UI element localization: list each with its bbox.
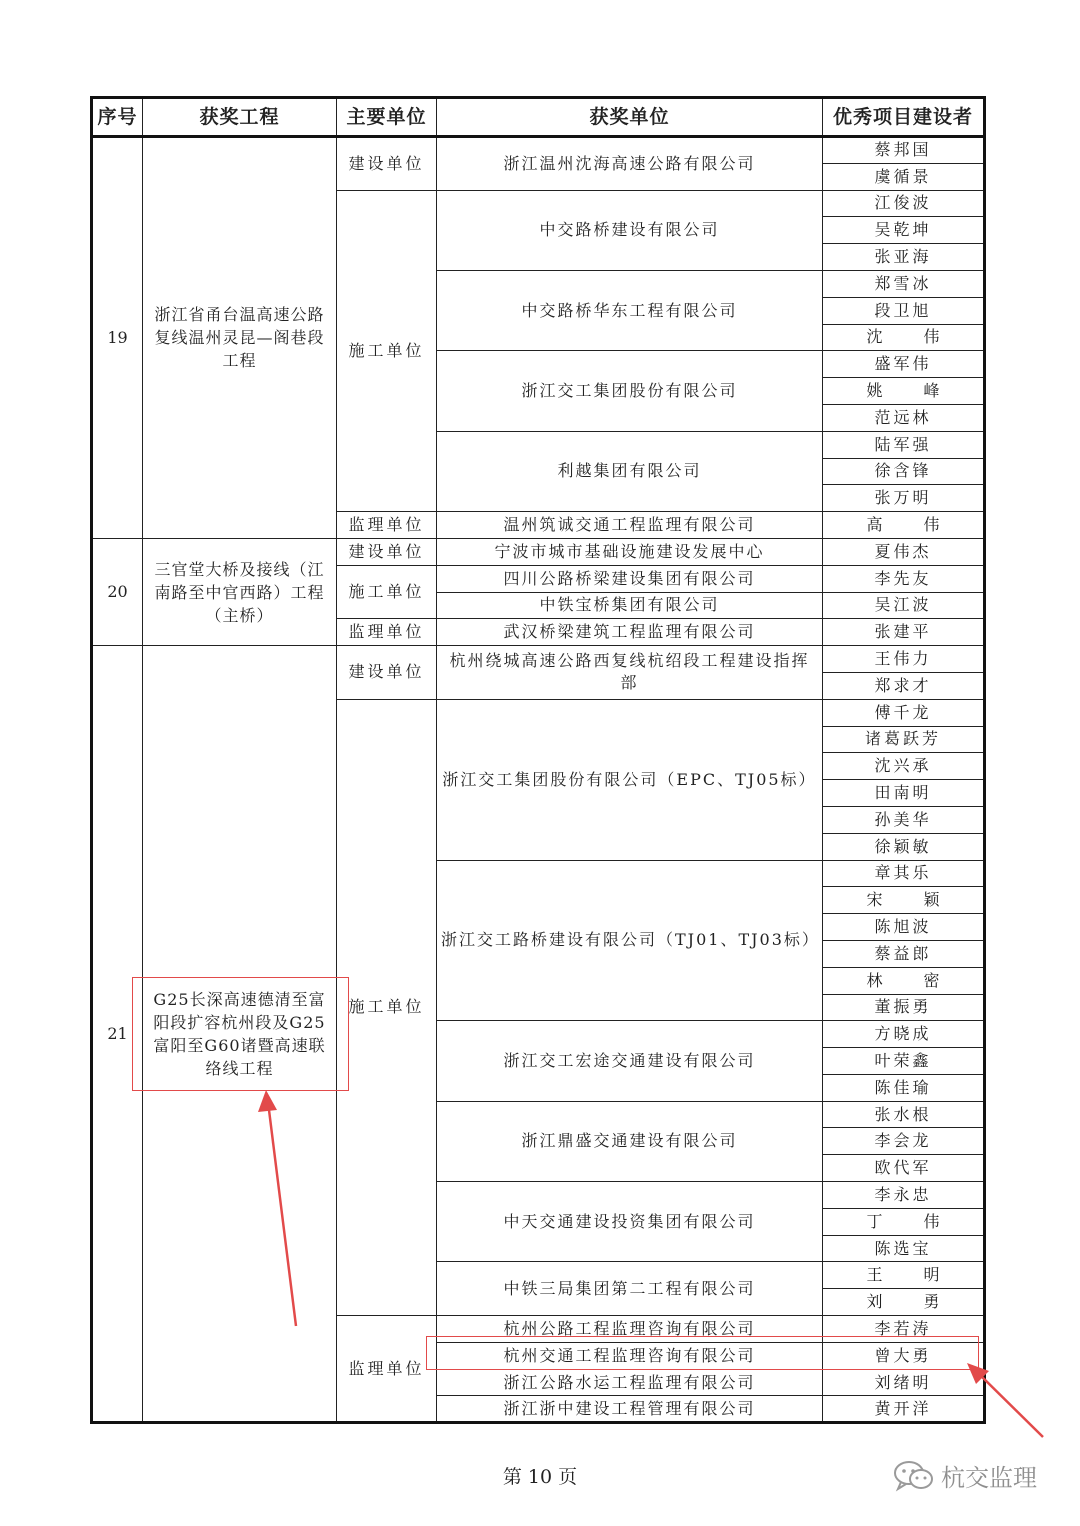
award-table <box>90 96 986 1424</box>
person-name: 傅千龙 <box>823 699 985 726</box>
person-name: 蔡益郎 <box>823 940 985 967</box>
unit-name: 中铁三局集团第二工程有限公司 <box>437 1262 823 1316</box>
unit-name: 中交路桥华东工程有限公司 <box>437 270 823 350</box>
unit-category: 建设单位 <box>337 538 437 565</box>
person-name: 宋 颖 <box>823 887 985 914</box>
unit-name: 中天交通建设投资集团有限公司 <box>437 1182 823 1262</box>
person-name: 夏伟杰 <box>823 538 985 565</box>
project-name: G25长深高速德清至富阳段扩容杭州段及G25富阳至G60诸暨高速联络线工程 <box>143 646 337 1423</box>
unit-category: 建设单位 <box>337 646 437 700</box>
person-name: 虞循景 <box>823 163 985 190</box>
person-name: 张亚海 <box>823 244 985 271</box>
person-name: 陈旭波 <box>823 914 985 941</box>
person-name: 黄开洋 <box>823 1396 985 1423</box>
person-name: 陆军强 <box>823 431 985 458</box>
person-name: 李永忠 <box>823 1182 985 1209</box>
person-name: 徐颖敏 <box>823 833 985 860</box>
unit-name: 浙江交工宏途交通建设有限公司 <box>437 1021 823 1101</box>
unit-name: 利越集团有限公司 <box>437 431 823 511</box>
watermark-text: 杭交监理 <box>941 1464 1037 1492</box>
person-name: 高 伟 <box>823 512 985 539</box>
person-name: 陈选宝 <box>823 1235 985 1262</box>
person-name: 盛军伟 <box>823 351 985 378</box>
unit-category: 建设单位 <box>337 137 437 191</box>
person-name: 吴乾坤 <box>823 217 985 244</box>
unit-category: 监理单位 <box>337 619 437 646</box>
header-project: 获奖工程 <box>143 98 337 137</box>
person-name: 姚 峰 <box>823 378 985 405</box>
unit-name: 浙江鼎盛交通建设有限公司 <box>437 1101 823 1181</box>
project-seq: 19 <box>92 137 143 539</box>
person-name: 叶荣鑫 <box>823 1048 985 1075</box>
table-row <box>92 538 985 565</box>
wechat-icon <box>893 1459 935 1493</box>
person-name: 孙美华 <box>823 806 985 833</box>
person-name: 沈 伟 <box>823 324 985 351</box>
person-name: 吴江波 <box>823 592 985 619</box>
person-name: 诸葛跃芳 <box>823 726 985 753</box>
person-name: 郑雪冰 <box>823 270 985 297</box>
person-name: 江俊波 <box>823 190 985 217</box>
person-name: 方晓成 <box>823 1021 985 1048</box>
unit-category: 监理单位 <box>337 1316 437 1423</box>
person-name: 王伟力 <box>823 646 985 673</box>
person-name: 李若涛 <box>823 1316 985 1343</box>
person-name: 张万明 <box>823 485 985 512</box>
person-name: 蔡邦国 <box>823 137 985 164</box>
unit-name: 浙江交工路桥建设有限公司（TJ01、TJ03标） <box>437 860 823 1021</box>
person-name: 曾大勇 <box>823 1342 985 1369</box>
person-name: 陈佳瑜 <box>823 1074 985 1101</box>
header-unit: 获奖单位 <box>437 98 823 137</box>
table-header-row <box>92 98 985 137</box>
unit-name: 宁波市城市基础设施建设发展中心 <box>437 538 823 565</box>
page-number: 第 10 页 <box>502 1466 578 1488</box>
person-name: 范远林 <box>823 404 985 431</box>
person-name: 李先友 <box>823 565 985 592</box>
unit-name: 武汉桥梁建筑工程监理有限公司 <box>437 619 823 646</box>
person-name: 田南明 <box>823 780 985 807</box>
project-name: 三官堂大桥及接线（江南路至中官西路）工程（主桥） <box>143 538 337 645</box>
header-seq: 序号 <box>92 98 143 137</box>
unit-category: 施工单位 <box>337 190 437 512</box>
watermark <box>893 1458 1037 1493</box>
person-name: 张水根 <box>823 1101 985 1128</box>
unit-name: 杭州绕城高速公路西复线杭绍段工程建设指挥部 <box>437 646 823 700</box>
person-name: 郑求才 <box>823 672 985 699</box>
unit-name: 浙江交工集团股份有限公司（EPC、TJ05标） <box>437 699 823 860</box>
project-name: 浙江省甬台温高速公路复线温州灵昆—阁巷段工程 <box>143 137 337 539</box>
unit-name: 四川公路桥梁建设集团有限公司 <box>437 565 823 592</box>
project-seq: 20 <box>92 538 143 645</box>
unit-name: 浙江交工集团股份有限公司 <box>437 351 823 431</box>
person-name: 王 明 <box>823 1262 985 1289</box>
person-name: 章其乐 <box>823 860 985 887</box>
header-unit-type: 主要单位 <box>337 98 437 137</box>
unit-name: 浙江浙中建设工程管理有限公司 <box>437 1396 823 1423</box>
person-name: 李会龙 <box>823 1128 985 1155</box>
table-body <box>92 137 985 1423</box>
person-name: 刘 勇 <box>823 1289 985 1316</box>
unit-name: 杭州公路工程监理咨询有限公司 <box>437 1316 823 1343</box>
unit-name: 杭州交通工程监理咨询有限公司 <box>437 1342 823 1369</box>
person-name: 段卫旭 <box>823 297 985 324</box>
person-name: 欧代军 <box>823 1155 985 1182</box>
person-name: 徐含锋 <box>823 458 985 485</box>
unit-name: 中铁宝桥集团有限公司 <box>437 592 823 619</box>
project-seq: 21 <box>92 646 143 1423</box>
person-name: 刘绪明 <box>823 1369 985 1396</box>
person-name: 董振勇 <box>823 994 985 1021</box>
unit-category: 监理单位 <box>337 512 437 539</box>
unit-category: 施工单位 <box>337 699 437 1315</box>
table-row <box>92 137 985 164</box>
unit-name: 温州筑诚交通工程监理有限公司 <box>437 512 823 539</box>
header-person: 优秀项目建设者 <box>823 98 985 137</box>
person-name: 沈兴承 <box>823 753 985 780</box>
person-name: 丁 伟 <box>823 1208 985 1235</box>
unit-category: 施工单位 <box>337 565 437 619</box>
person-name: 林 密 <box>823 967 985 994</box>
unit-name: 浙江温州沈海高速公路有限公司 <box>437 137 823 191</box>
table-row <box>92 646 985 673</box>
unit-name: 浙江公路水运工程监理有限公司 <box>437 1369 823 1396</box>
unit-name: 中交路桥建设有限公司 <box>437 190 823 270</box>
person-name: 张建平 <box>823 619 985 646</box>
